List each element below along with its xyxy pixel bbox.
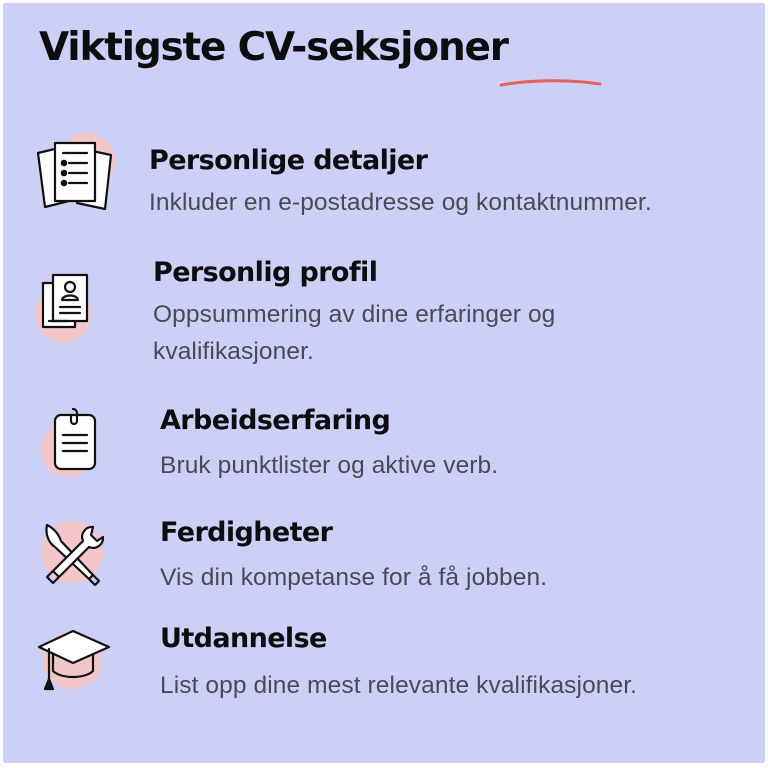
section-title: Utdannelse [160, 623, 327, 654]
section-description: Inkluder en e-postadresse og kontaktnummer. [149, 189, 652, 216]
clipboard-icon [37, 405, 117, 485]
documents-icon [33, 131, 123, 221]
section-title: Personlig profil [153, 257, 378, 288]
brush-wrench-icon [33, 517, 113, 597]
section-description: Vis din kompetanse for å få jobben. [160, 564, 548, 591]
infographic-card [3, 3, 765, 763]
section-title: Personlige detaljer [149, 145, 428, 176]
section-description: Bruk punktlister og aktive verb. [160, 452, 499, 479]
graduation-cap-icon [35, 623, 115, 703]
title-underline [499, 77, 603, 89]
section-description: Oppsummering av dine erfaringer og kvalifikasjoner. [153, 301, 556, 365]
section-title: Ferdigheter [160, 517, 333, 548]
section-title: Arbeidserfaring [160, 405, 391, 436]
page-title: Viktigste CV-seksjoner [39, 25, 508, 70]
section-description: List opp dine mest relevante kvalifikasjoner. [160, 672, 638, 699]
profile-document-icon [33, 269, 113, 349]
